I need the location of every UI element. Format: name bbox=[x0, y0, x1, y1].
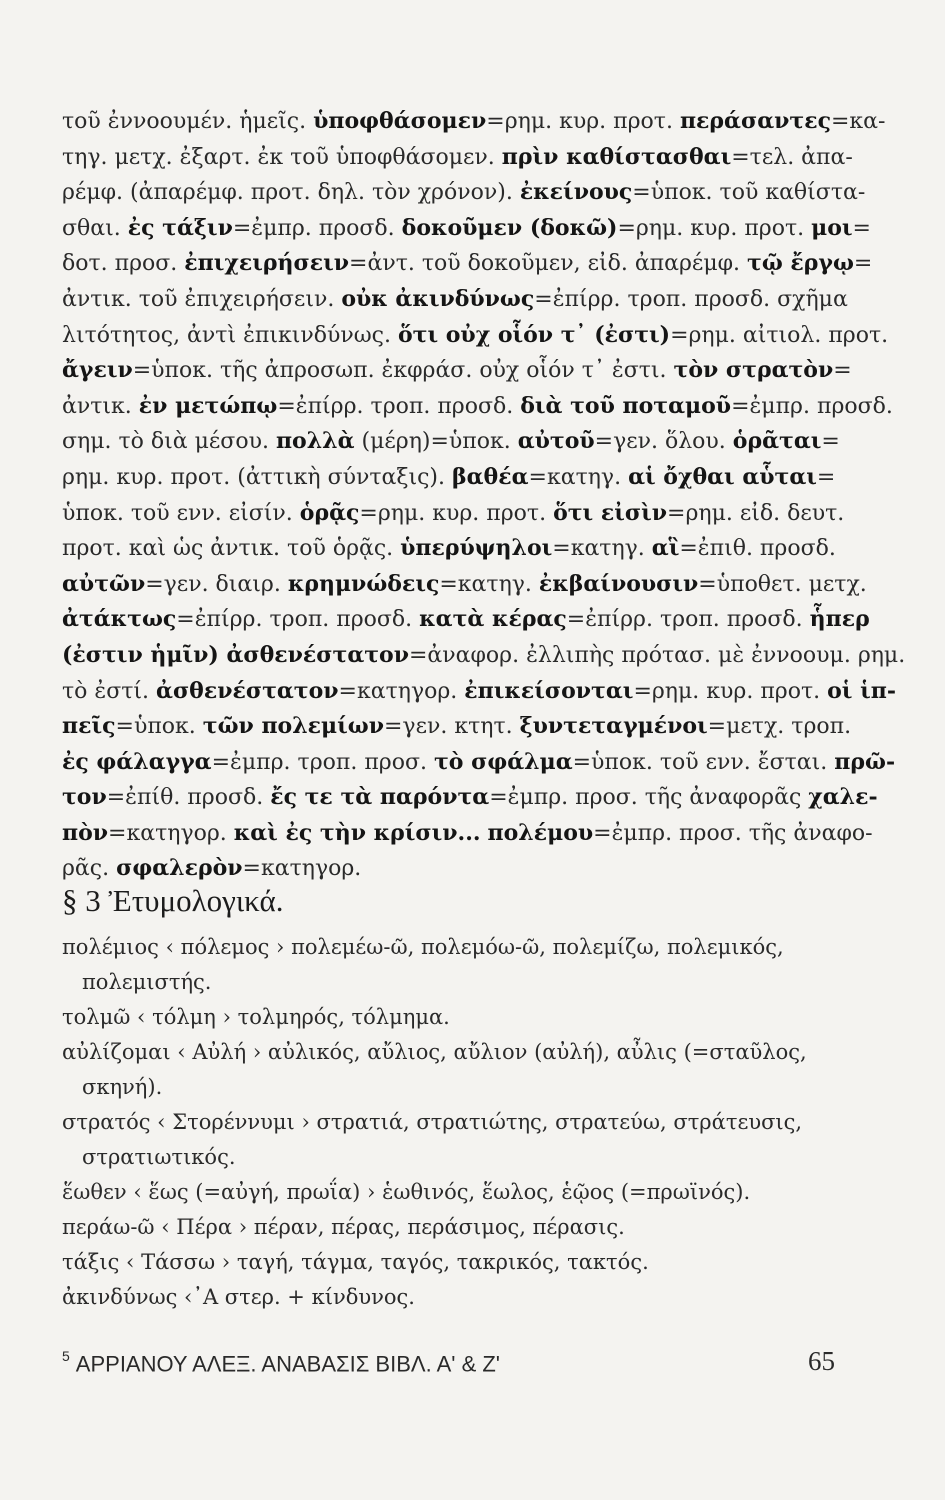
grammar-note: =ἀντ. τοῦ δοκοῦμεν, εἰδ. ἀπαρέμφ. bbox=[349, 251, 748, 277]
book-title: ΑΡΡΙΑΝΟΥ ΑΛΕΞ. ΑΝΑΒΑΣΙΣ ΒΙΒΛ. Α' & Ζ' bbox=[75, 1351, 501, 1377]
text-line bbox=[62, 602, 910, 638]
grammar-note: =κα- bbox=[830, 109, 886, 134]
etymology-entry: τάξις ‹ Τάσσω › ταγή, τάγμα, ταγός, τακρικός, τακτός. bbox=[62, 1250, 649, 1274]
etymology-entry: περάω-ῶ ‹ Πέρα › πέραν, πέρας, περάσιμος, πέρασις. bbox=[62, 1215, 625, 1239]
lemma-term: πρῶ- bbox=[834, 748, 896, 775]
lemma-term: κατὰ κέρας bbox=[419, 606, 567, 633]
text-line bbox=[62, 780, 910, 816]
grammar-note: σθαι. bbox=[62, 215, 128, 241]
text-line bbox=[62, 851, 910, 887]
grammar-note: =γεν. διαιρ. bbox=[145, 571, 288, 597]
grammar-note: =γεν. ὅλου. bbox=[594, 429, 733, 455]
grammar-note: λιτότητος, ἀντὶ ἐπικινδύνως. bbox=[62, 322, 398, 348]
lemma-term: ἐπιχειρήσειν bbox=[184, 250, 350, 277]
text-line bbox=[62, 638, 910, 674]
grammar-note: =ἀναφορ. ἐλλιπὴς πρότασ. μὲ ἐννοουμ. ρημ. bbox=[408, 642, 906, 668]
lemma-term: τῷ ἔργῳ bbox=[747, 250, 854, 277]
grammar-note: ρέμφ. (ἀπαρέμφ. προτ. δηλ. τὸν χρόνον). bbox=[62, 180, 520, 206]
grammar-note: δοτ. προσ. bbox=[62, 251, 185, 277]
text-line bbox=[62, 424, 910, 460]
section-heading: § 3 Ἐτυμολογικά. bbox=[62, 883, 284, 918]
lemma-term: ὅτι οὐχ οἷόν τ᾽ (ἐστι) bbox=[397, 321, 671, 348]
grammar-note: =ρημ. κυρ. προτ. bbox=[633, 678, 828, 704]
lemma-term: χαλε- bbox=[808, 784, 878, 811]
lemma-term: ἐπικείσονται bbox=[464, 677, 634, 704]
grammar-note: = bbox=[821, 429, 840, 455]
grammar-note: =γεν. κτητ. bbox=[384, 714, 520, 740]
grammar-note: =κατηγορ. bbox=[108, 820, 234, 846]
grammar-note: =ρημ. αἰτιολ. προτ. bbox=[670, 322, 889, 348]
grammar-note: =κατηγ. bbox=[552, 536, 652, 562]
lemma-term: ἀτάκτως bbox=[62, 606, 177, 633]
text-line bbox=[62, 318, 910, 354]
text-line bbox=[62, 674, 910, 710]
lemma-term: διὰ τοῦ ποταμοῦ bbox=[520, 392, 732, 419]
grammar-note: σημ. τὸ διὰ μέσου. bbox=[62, 429, 276, 455]
grammar-note: =ἐμπρ. προσδ. bbox=[232, 215, 402, 241]
grammar-analysis-text bbox=[62, 104, 910, 887]
grammar-note: =κατηγορ. bbox=[338, 678, 465, 704]
etymology-entry: στρατιωτικός. bbox=[82, 1145, 236, 1169]
grammar-note: =ρημ. εἰδ. δευτ. bbox=[667, 500, 845, 526]
lemma-term: πὸν bbox=[62, 819, 109, 846]
etymology-entry: πολέμιος ‹ πόλεμος › πολεμέω-ῶ, πολεμόω-ῶ, πολεμίζω, πολεμικός, bbox=[62, 935, 784, 959]
etymology-entry: αὐλίζομαι ‹ Αὐλή › αὐλικός, αὔλιος, αὔλιον (αὐλή), αὖλις (=σταῦλος, bbox=[62, 1040, 807, 1064]
lemma-term: αἳ bbox=[651, 535, 680, 562]
grammar-note: =κατηγορ. bbox=[242, 856, 362, 882]
grammar-note bbox=[481, 821, 488, 846]
grammar-note: =ὑποκ. bbox=[115, 714, 203, 740]
grammar-note: προτ. καὶ ὡς ἀντικ. τοῦ ὁρᾷς. bbox=[62, 536, 401, 562]
lemma-term: οἱ ἱπ- bbox=[827, 677, 896, 704]
lemma-term: αἱ ὄχθαι αὗται bbox=[628, 463, 817, 490]
lemma-term: ὁρᾶται bbox=[732, 428, 822, 455]
grammar-note: =ἐπιθ. προσδ. bbox=[679, 536, 836, 562]
grammar-note: τὸ ἐστί. bbox=[62, 678, 157, 704]
text-line bbox=[62, 353, 910, 389]
grammar-note: =κατηγ. bbox=[528, 464, 629, 490]
grammar-note: = bbox=[816, 464, 836, 490]
grammar-note: =ἐπίθ. προσδ. bbox=[106, 785, 271, 811]
lemma-term: περάσαντες bbox=[679, 108, 831, 134]
grammar-note: =ρημ. κυρ. προτ. bbox=[359, 500, 554, 526]
lemma-term: ἐς τάξιν bbox=[127, 214, 233, 241]
lemma-term: καὶ ἐς τὴν κρίσιν... bbox=[233, 819, 481, 846]
page-number: 65 bbox=[808, 1346, 835, 1376]
grammar-note: ρᾶς. bbox=[62, 856, 117, 882]
etymology-entry: ἕωθεν ‹ ἕως (=αὐγή, πρωΐα) › ἑωθινός, ἕωλος, ἑῷος (=πρωϊνός). bbox=[62, 1180, 751, 1204]
text-line bbox=[62, 246, 910, 282]
grammar-note: =κατηγ. bbox=[439, 571, 539, 597]
lemma-term: τον bbox=[62, 784, 107, 811]
grammar-note: =ἐπίρρ. τροπ. προσδ. bbox=[277, 393, 521, 419]
grammar-note: =ἐπίρρ. τροπ. προσδ. bbox=[566, 607, 810, 633]
text-line bbox=[62, 709, 910, 745]
lemma-term: ἧπερ bbox=[809, 606, 870, 633]
grammar-note: ἀντικ. bbox=[62, 393, 139, 419]
lemma-term: ἐκβαίνουσιν bbox=[538, 570, 699, 597]
lemma-term: ὑπερύψηλοι bbox=[400, 535, 553, 562]
lemma-term: (ἐστιν ἡμῖν) ἀσθενέστατον bbox=[62, 641, 409, 668]
text-line bbox=[62, 531, 910, 567]
sheet-number: 5 bbox=[62, 1348, 70, 1364]
etymology-entry: στρατός ‹ Στορέννυμι › στρατιά, στρατιώτης, στρατεύω, στράτευσις, bbox=[62, 1110, 803, 1134]
lemma-term: οὐκ ἀκινδύνως bbox=[341, 285, 535, 312]
lemma-term: δοκοῦμεν (δοκῶ) bbox=[401, 214, 618, 241]
grammar-note: =ἐπίρρ. τροπ. προσδ. σχῆμα bbox=[534, 286, 848, 312]
lemma-term: τὸ σφάλμα bbox=[433, 748, 573, 775]
lemma-term: βαθέα bbox=[452, 463, 529, 490]
grammar-note: = bbox=[852, 215, 871, 241]
lemma-term: ἄγειν bbox=[62, 357, 133, 384]
grammar-note: τοῦ ἐννοουμέν. ἡμεῖς. bbox=[62, 109, 314, 134]
footer-title bbox=[62, 1350, 500, 1377]
lemma-term: ἀσθενέστατον bbox=[156, 677, 339, 704]
lemma-term: ἐν μετώπῳ bbox=[138, 392, 278, 419]
lemma-term: σφαλερὸν bbox=[116, 855, 243, 882]
lemma-term: αὐτοῦ bbox=[517, 428, 595, 455]
grammar-note: ρημ. κυρ. προτ. (ἀττικὴ σύνταξις). bbox=[62, 464, 452, 490]
grammar-note: =ὑποκ. τοῦ ενν. ἔσται. bbox=[572, 749, 835, 775]
text-line bbox=[62, 745, 910, 781]
lemma-term: ἔς τε τὰ παρόντα bbox=[270, 784, 490, 811]
grammar-note: ἀντικ. τοῦ ἐπιχειρήσειν. bbox=[62, 286, 342, 312]
text-line bbox=[62, 282, 910, 318]
lemma-term: πολέμου bbox=[487, 819, 594, 846]
etymology-entry: τολμῶ ‹ τόλμη › τολμηρός, τόλμημα. bbox=[62, 1005, 450, 1029]
grammar-note: =ρημ. κυρ. προτ. bbox=[486, 109, 680, 134]
lemma-term: ὑποφθάσομεν bbox=[313, 108, 487, 134]
grammar-note: =ἐμπρ. προσ. τῆς ἀναφορᾶς bbox=[489, 785, 809, 811]
grammar-note: τηγ. μετχ. ἐξαρτ. ἐκ τοῦ ὑποφθάσομεν. bbox=[62, 144, 502, 170]
grammar-note: =τελ. ἀπα- bbox=[731, 144, 853, 170]
grammar-note: = bbox=[853, 251, 873, 277]
etymology-list bbox=[62, 930, 912, 1315]
lemma-term: τῶν πολεμίων bbox=[202, 713, 384, 740]
grammar-note: =ἐμπρ. προσδ. bbox=[731, 393, 893, 419]
lemma-term: πολλὰ bbox=[275, 428, 355, 455]
text-line bbox=[62, 389, 910, 425]
text-line bbox=[62, 496, 910, 532]
lemma-term: αὐτῶν bbox=[62, 570, 146, 597]
text-line bbox=[62, 104, 910, 140]
grammar-note: =ἐμπρ. προσ. τῆς ἀναφο- bbox=[593, 820, 873, 846]
grammar-note: =ὑποκ. τῆς ἀπροσωπ. ἐκφράσ. οὐχ οἷόν τ᾽ ἐστι. bbox=[132, 358, 674, 384]
text-line bbox=[62, 816, 910, 852]
lemma-term: ὁρᾷς bbox=[299, 499, 360, 526]
grammar-note: = bbox=[833, 358, 852, 384]
grammar-note: =ρημ. κυρ. προτ. bbox=[617, 215, 812, 241]
lemma-term: ἐς φάλαγγα bbox=[62, 748, 212, 775]
text-line bbox=[62, 460, 910, 496]
grammar-note: =μετχ. τροπ. bbox=[707, 714, 852, 740]
grammar-note: ὑποκ. τοῦ ενν. εἰσίν. bbox=[62, 500, 300, 526]
etymology-entry: πολεμιστής. bbox=[82, 970, 212, 994]
lemma-term: ἐκείνους bbox=[519, 179, 633, 206]
etymology-entry: σκηνή). bbox=[82, 1075, 163, 1099]
grammar-note: =ἐπίρρ. τροπ. προσδ. bbox=[176, 607, 420, 633]
grammar-note: =ἐμπρ. τροπ. προσ. bbox=[211, 749, 434, 775]
grammar-note: =ὑποθετ. μετχ. bbox=[698, 571, 867, 597]
grammar-note: =ὑποκ. τοῦ καθίστα- bbox=[632, 180, 866, 206]
lemma-term: μοι bbox=[811, 214, 853, 241]
grammar-note: (μέρη)=ὑποκ. bbox=[354, 429, 518, 455]
lemma-term: κρημνώδεις bbox=[287, 570, 440, 597]
lemma-term: πεῖς bbox=[62, 713, 116, 740]
lemma-term: ὅτι εἰσὶν bbox=[553, 499, 668, 526]
etymology-entry: ἀκινδύνως ‹᾽Α στερ. + κίνδυνος. bbox=[62, 1285, 415, 1309]
text-line bbox=[62, 211, 910, 247]
lemma-term: πρὶν καθίστασθαι bbox=[501, 143, 732, 170]
lemma-term: τὸν στρατὸν bbox=[673, 357, 834, 384]
lemma-term: ξυντεταγμένοι bbox=[519, 713, 708, 740]
text-line bbox=[62, 175, 910, 211]
text-line bbox=[62, 567, 910, 603]
text-line bbox=[62, 140, 910, 176]
